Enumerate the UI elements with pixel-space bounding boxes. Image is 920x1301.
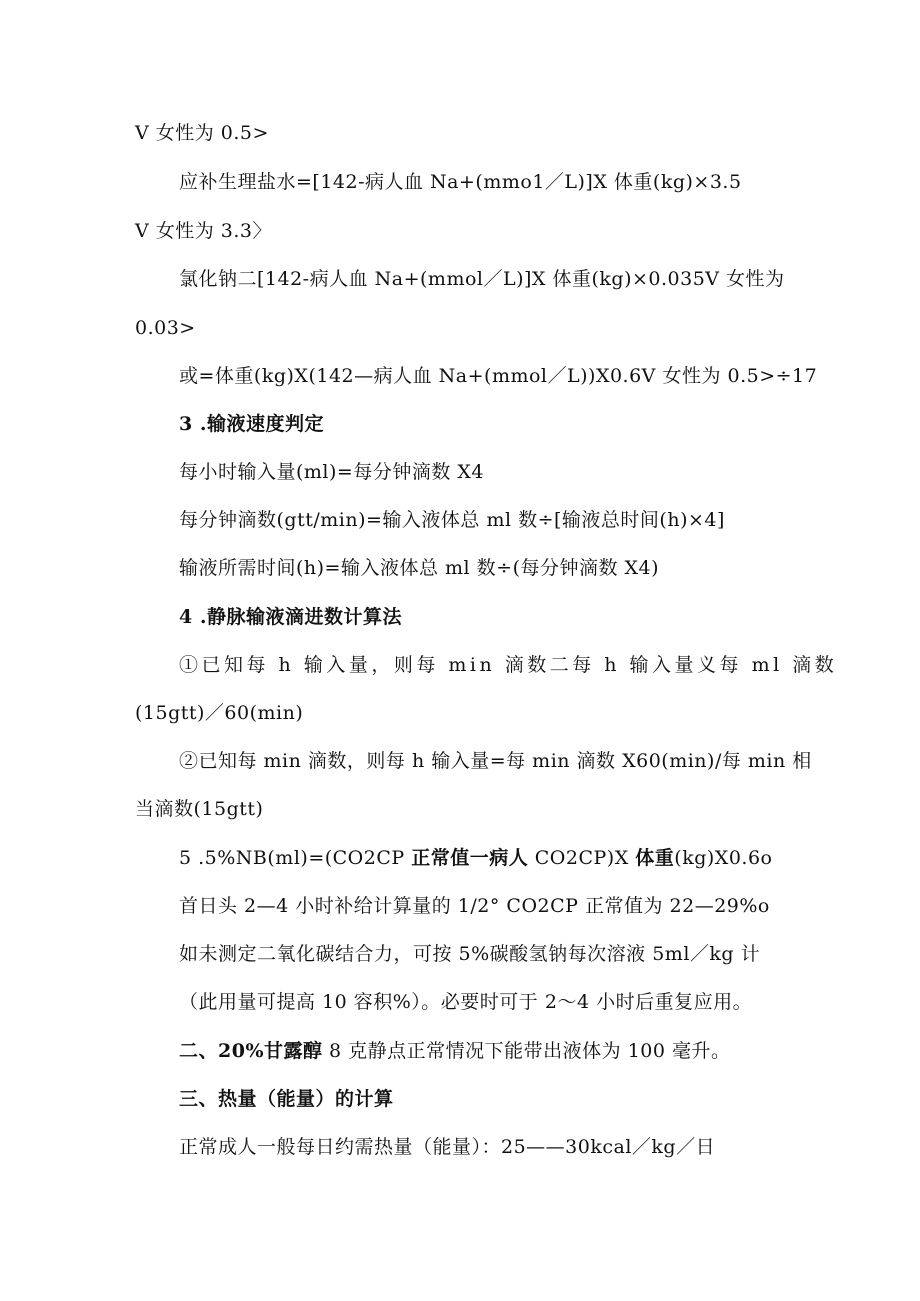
formula-text: 5 .5%NB(ml)=(CO2CP [179,847,412,869]
text-line: ②已知每 min 滴数，则每 h 输入量=每 min 滴数 X60(min)/每 min 相 [179,750,812,772]
formula-bold-text: 正常值一病人 [411,847,529,869]
text-line: （此用量可提高 10 容积%）。必要时可于 2～4 小时后重复应用。 [179,991,753,1013]
text-line: 每小时输入量(ml)=每分钟滴数 X4 [179,461,484,483]
section-heading: 3 .输液速度判定 [179,413,324,435]
formula-bold-text: 体重 [635,847,675,869]
text-line: 输液所需时间(h)=输入液体总 ml 数÷(每分钟滴数 X4) [179,557,660,579]
section-heading: 4 .静脉输液滴进数计算法 [179,606,402,628]
formula-line [179,846,772,870]
text-line: 0.03> [135,317,196,339]
heading-text: 8 克静点正常情况下能带出液体为 100 毫升。 [322,1040,731,1062]
section-heading-mixed [179,1039,731,1063]
text-line: (15gtt)／60(min) [135,702,304,724]
text-line: 如未测定二氧化碳结合力，可按 5%碳酸氢钠每次溶液 5ml／kg 计 [179,943,761,965]
formula-text: (kg)X0.6o [674,847,773,869]
text-line: ①已知每 h 输入量，则每 min 滴数二每 h 输入量义每 ml 滴数 [179,654,838,676]
text-line: 或=体重(kg)X(142—病人血 Na+(mmol／L))X0.6V 女性为 0.5>÷17 [179,365,818,387]
text-line: 氯化钠二[142-病人血 Na+(mmol／L)]X 体重(kg)×0.035V 女性为 [179,268,785,290]
heading-bold-text: 甘露醇 [264,1040,323,1062]
heading-text: 二、20% [179,1040,264,1062]
section-heading: 三、热量（能量）的计算 [179,1088,394,1110]
text-line: 首日头 2—4 小时补给计算量的 1/2° CO2CP 正常值为 22—29%o [179,895,770,917]
formula-text: CO2CP)X [528,847,636,869]
text-line: V 女性为 3.3〉 [135,220,273,242]
text-line: 应补生理盐水=[142-病人血 Na+(mmo1／L)]X 体重(kg)×3.5 [179,171,742,193]
text-line: 正常成人一般每日约需热量（能量）：25——30kcal／kg／日 [179,1136,716,1158]
text-line: V 女性为 0.5> [135,122,269,144]
text-line: 每分钟滴数(gtt/min)=输入液体总 ml 数÷[输液总时间(h)×4] [179,509,725,531]
text-line: 当滴数(15gtt) [135,798,264,820]
